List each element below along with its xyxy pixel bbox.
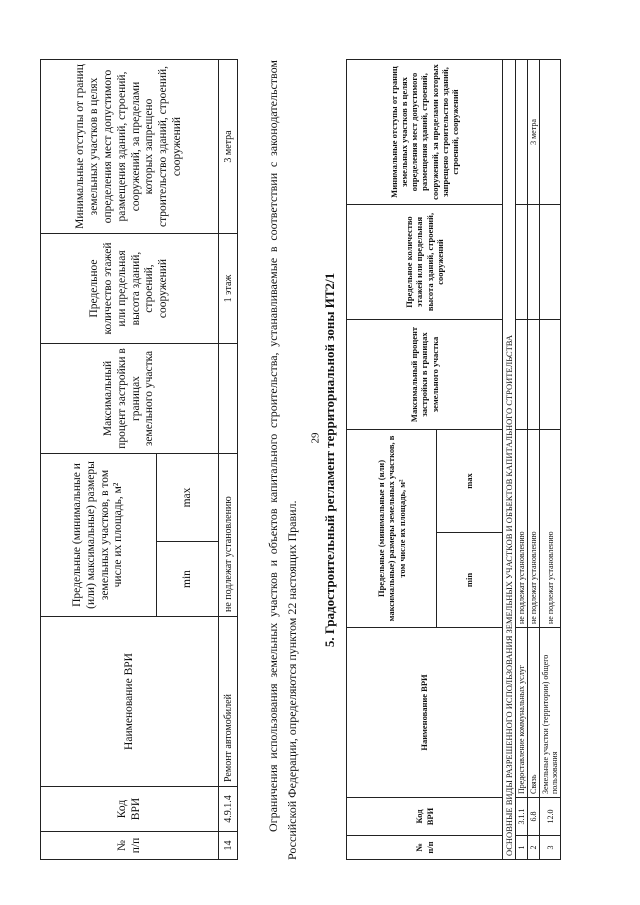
header-min: min (157, 542, 219, 617)
row-setbacks (540, 60, 561, 205)
row-percent (528, 320, 540, 430)
row-num: 2 (528, 836, 540, 860)
section-title: 5. Градостроительный регламент территориальной зоны ИТ2/1 (322, 272, 337, 648)
header-name: Наименование ВРИ (41, 617, 219, 787)
row-num: 3 (540, 836, 561, 860)
row-name: Предоставление коммунальных услуг (516, 628, 528, 798)
row-code: 4.9.1.4 (219, 787, 238, 832)
row-setbacks: 3 метра (528, 60, 540, 205)
header-percent: Максимальный процент застройки в границах земельного участка (41, 344, 219, 454)
header-setbacks: Минимальные отступы от границ земельных участков в целях определения мест допустимого размещения зданий, строений, сооружений, за пределами которых запрещено строительство зданий, строений, сооружений (41, 60, 219, 234)
table-row (528, 60, 540, 860)
header-max: max (437, 430, 503, 533)
row-code: 12.0 (540, 798, 561, 836)
header-name: Наименование ВРИ (347, 628, 503, 798)
zone-parameters-table-continued (40, 59, 238, 860)
table-row (516, 60, 528, 860)
rotated-page-content (40, 60, 600, 860)
row-num: 1 (516, 836, 528, 860)
row-name: Связь (528, 628, 540, 798)
row-size: не подлежат установлению (540, 430, 561, 628)
header-num: № п/п (347, 836, 503, 860)
table-row (219, 60, 238, 860)
group-row (503, 60, 516, 860)
row-size: не подлежат установлению (528, 430, 540, 628)
restrictions-paragraph: Ограничения использования земельных участков и объектов капитального строительства, устанавливаемые в соответствии с законодательством Российской Федерации, определяются пунктом 22 настоящих Правил. (266, 60, 299, 860)
row-size: не подлежат установлению (516, 430, 528, 628)
row-setbacks: 3 метра (219, 60, 238, 234)
table-row (540, 60, 561, 860)
row-floors: 1 этаж (219, 234, 238, 344)
header-num: № п/п (41, 832, 219, 860)
row-name: Ремонт автомобилей (219, 617, 238, 787)
row-floors (516, 205, 528, 320)
group-title: ОСНОВНЫЕ ВИДЫ РАЗРЕШЕННОГО ИСПОЛЬЗОВАНИЯ ЗЕМЕЛЬНЫХ УЧАСТКОВ И ОБЪЕКТОВ КАПИТАЛЬНОГО СТРОИТЕЛЬСТВА (503, 60, 516, 860)
row-name: Земельные участки (территории) общего пользования (540, 628, 561, 798)
row-floors (528, 205, 540, 320)
header-size-group: Предельные (минимальные и (или) максимальные) размеры земельных участков, в том числе их площадь, м² (347, 430, 437, 628)
row-percent (219, 344, 238, 454)
row-size: не подлежат установлению (219, 454, 238, 617)
header-code: Код ВРИ (347, 798, 503, 836)
header-floors: Предельное количество этажей или предельная высота зданий, строений, сооружений (41, 234, 219, 344)
header-setbacks: Минимальные отступы от границ земельных участков в целях определения мест допустимого размещения зданий, строений, сооружений, за пределами которых запрещено строительство зданий, строений, сооружений (347, 60, 503, 205)
row-num: 14 (219, 832, 238, 860)
zone-it2-1-table (346, 59, 561, 860)
row-percent (516, 320, 528, 430)
header-size-group: Предельные (минимальные и (или) максимальные) размеры земельных участков, в том числе их площадь, м² (41, 454, 157, 617)
row-percent (540, 320, 561, 430)
header-percent: Максимальный процент застройки в границах земельного участка (347, 320, 503, 430)
row-code: 3.1.1 (516, 798, 528, 836)
row-code: 6.8 (528, 798, 540, 836)
page-number: 29 (309, 432, 322, 444)
header-max: max (157, 454, 219, 542)
row-floors (540, 205, 561, 320)
header-min: min (437, 533, 503, 628)
row-setbacks (516, 60, 528, 205)
header-code: Код ВРИ (41, 787, 219, 832)
header-floors: Предельное количество этажей или предельная высота зданий, строений, сооружений (347, 205, 503, 320)
